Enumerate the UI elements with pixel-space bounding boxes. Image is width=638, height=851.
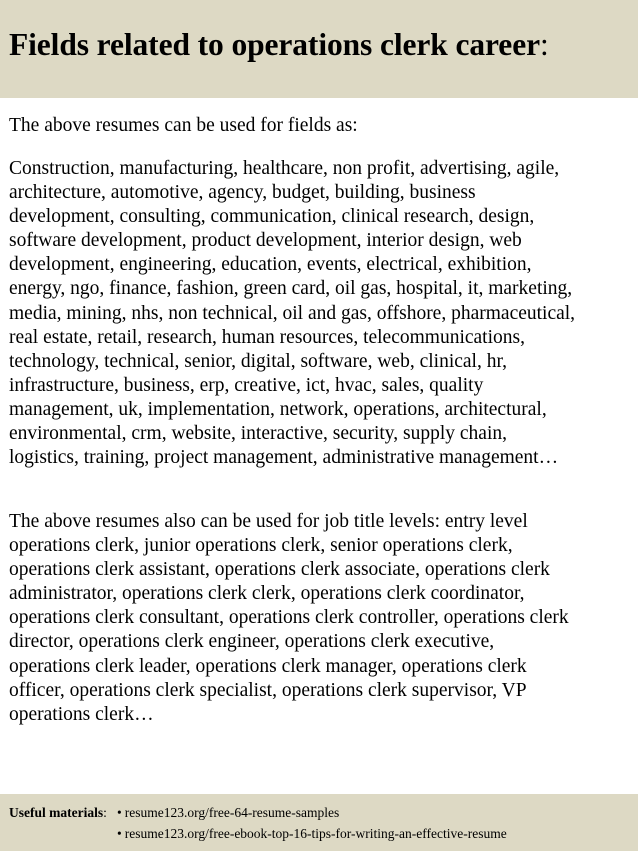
fields-line: energy, ngo, finance, fashion, green card, oil gas, hospital, it, marketing, — [9, 278, 573, 300]
fields-paragraph — [9, 157, 634, 470]
job-levels-paragraph — [9, 510, 634, 727]
levels-line: administrator, operations clerk clerk, operations clerk coordinator, — [9, 583, 525, 605]
useful-materials-footer — [0, 794, 638, 851]
levels-line: operations clerk consultant, operations clerk controller, operations clerk — [9, 607, 569, 629]
levels-line: officer, operations clerk specialist, operations clerk supervisor, VP — [9, 679, 527, 701]
fields-line: architecture, automotive, agency, budget, building, business — [9, 182, 476, 204]
fields-line: logistics, training, project management, administrative management… — [9, 447, 559, 469]
footer-row — [9, 823, 638, 844]
levels-line: operations clerk leader, operations clerk manager, operations clerk — [9, 655, 527, 677]
levels-line: The above resumes also can be used for job title levels: entry level — [9, 511, 528, 532]
fields-line: environmental, crm, website, interactive, security, supply chain, — [9, 423, 507, 445]
footer-row — [9, 802, 638, 823]
fields-line: media, mining, nhs, non technical, oil and gas, offshore, pharmaceutical, — [9, 302, 576, 324]
resume-samples-link-text: resume123.org/free-64-resume-samples — [124, 805, 340, 820]
fields-line: infrastructure, business, erp, creative, ict, hvac, sales, quality — [9, 374, 484, 396]
title-banner — [0, 0, 638, 98]
levels-line: operations clerk assistant, operations clerk associate, operations clerk — [9, 559, 550, 581]
resume-samples-link[interactable] — [117, 802, 339, 824]
intro-text: The above resumes can be used for fields as: — [9, 115, 358, 136]
fields-line: development, engineering, education, events, electrical, exhibition, — [9, 254, 532, 276]
title-colon: : — [539, 27, 549, 62]
fields-line: technology, technical, senior, digital, software, web, clinical, hr, — [9, 350, 508, 372]
levels-line: operations clerk… — [9, 703, 154, 725]
levels-line: director, operations clerk engineer, operations clerk executive, — [9, 631, 495, 653]
fields-line: development, consulting, communication, clinical research, design, — [9, 206, 535, 228]
ebook-tips-link[interactable] — [117, 823, 507, 845]
fields-line: real estate, retail, research, human resources, telecommunications, — [9, 326, 525, 348]
bullet-icon: • — [117, 805, 122, 820]
useful-materials-label: Useful materials — [9, 805, 104, 820]
bullet-icon: • — [117, 826, 122, 841]
page-title: Fields related to operations clerk career — [9, 27, 540, 62]
fields-line: Construction, manufacturing, healthcare, non profit, advertising, agile, — [9, 158, 560, 179]
ebook-tips-link-text: resume123.org/free-ebook-top-16-tips-for-writing-an-effective-resume — [124, 826, 507, 841]
levels-line: operations clerk, junior operations clerk, senior operations clerk, — [9, 535, 513, 557]
fields-line: management, uk, implementation, network, operations, architectural, — [9, 398, 547, 420]
fields-line: software development, product development, interior design, web — [9, 230, 522, 252]
useful-materials-colon: : — [103, 805, 107, 820]
